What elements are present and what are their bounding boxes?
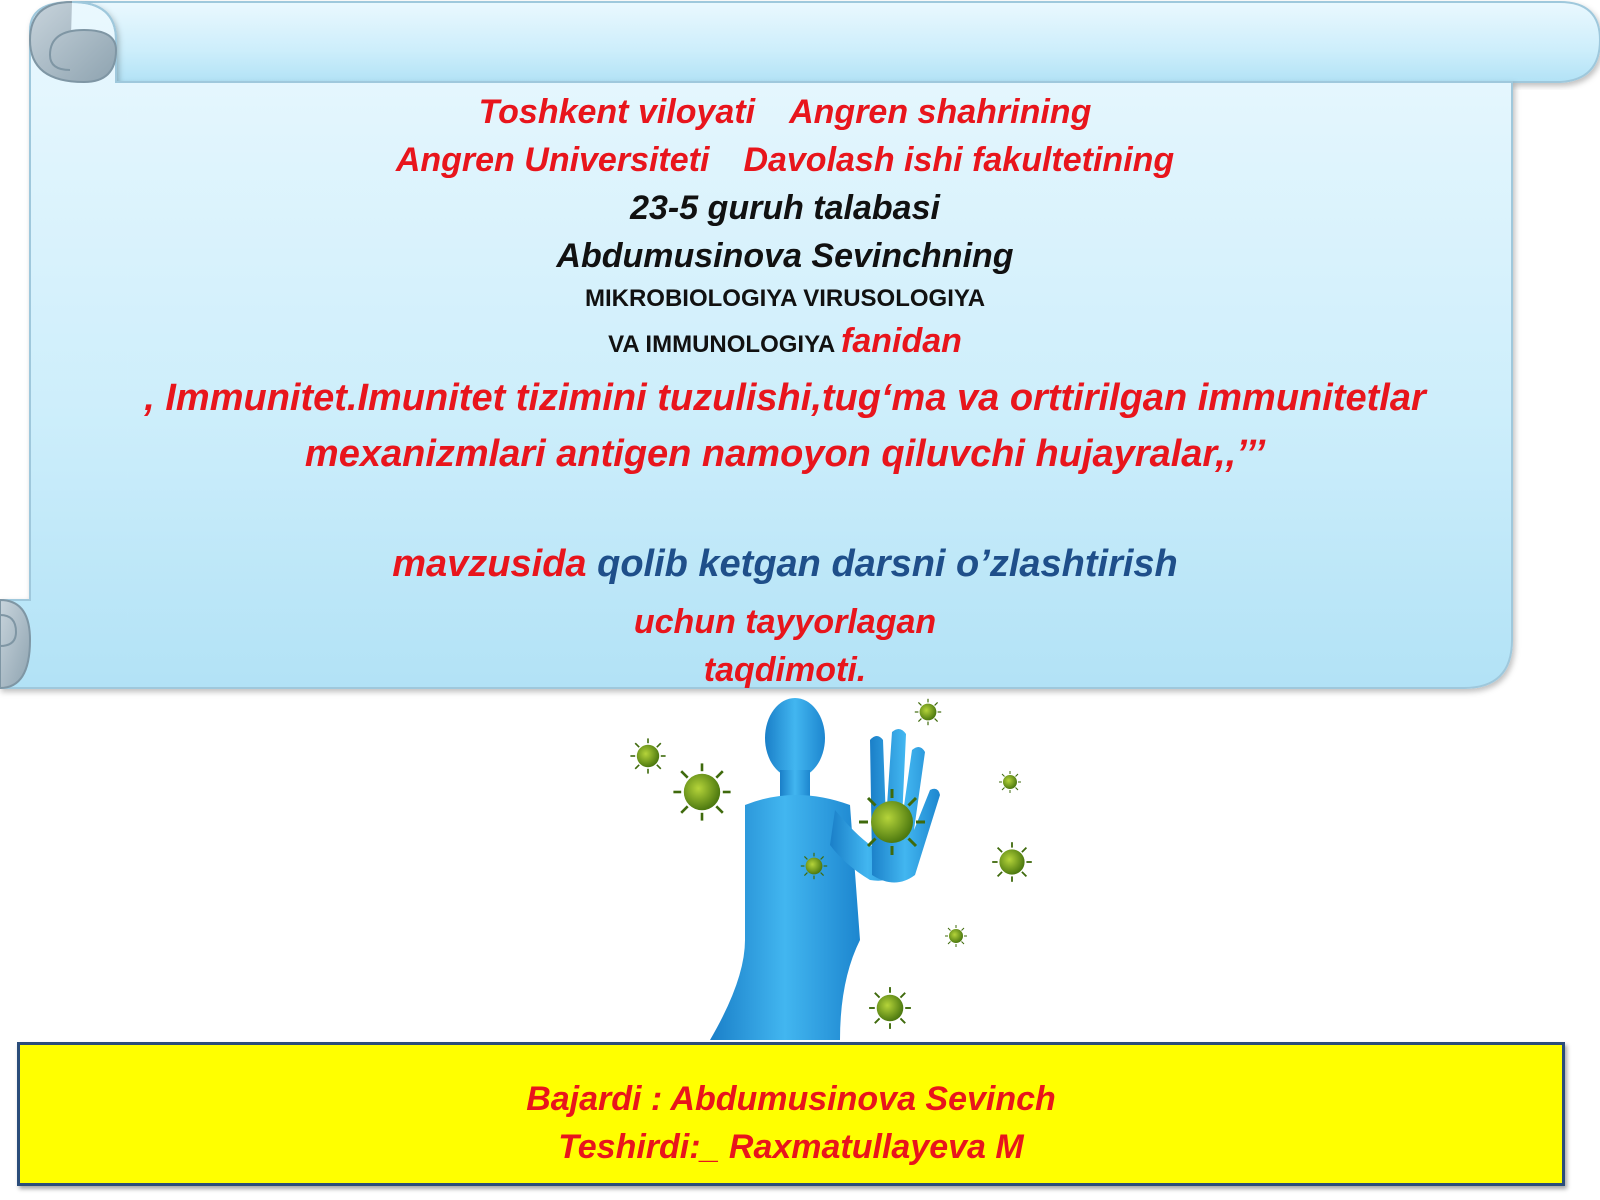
performed-by-text: Bajardi : Abdumusinova Sevinch (526, 1080, 1056, 1118)
scroll-text-block (40, 88, 1530, 694)
virus-icon (999, 771, 1021, 793)
purpose-text: qolib ketgan darsni o’zlashtirish (597, 543, 1178, 585)
credits-box (17, 1042, 1565, 1186)
virus-icon (945, 925, 967, 947)
city-text: Angren shahrining (789, 93, 1092, 131)
topic-line-1: , Immunitet.Imunitet tizimini tuzulishi,tug‘ma va orttirilgan immunitetlar (144, 377, 1426, 419)
region-city-line (40, 88, 1530, 136)
immunity-illustration (0, 680, 1600, 1040)
group-line: 23-5 guruh talabasi (630, 189, 940, 227)
virus-icon (673, 763, 730, 820)
subject-line-1: MIKROBIOLOGIYA VIRUSOLOGIYA (584, 285, 986, 312)
student-name-line: Abdumusinova Sevinchning (556, 237, 1014, 275)
university-faculty-line (40, 136, 1530, 184)
virus-icon (915, 699, 941, 725)
presentation-line: taqdimoti. (703, 651, 867, 689)
subject-line-2 (40, 318, 1530, 368)
university-text: Angren Universiteti (395, 141, 710, 179)
human-figure-blocking-icon (710, 698, 940, 1040)
region-text: Toshkent viloyati (478, 93, 756, 131)
purpose-line (40, 536, 1530, 592)
prepared-line: uchun tayyorlagan (633, 603, 937, 641)
virus-icon (869, 987, 911, 1029)
subject-suffix: fanidan (841, 322, 962, 360)
faculty-text: Davolash ishi fakultetining (743, 141, 1175, 179)
mavzusida-text: mavzusida (392, 543, 587, 585)
virus-icon (992, 842, 1032, 882)
topic-line-2: mexanizmlari antigen namoyon qiluvchi hujayralar,,’’’ (304, 433, 1266, 475)
checked-by-text: Teshirdi:_ Raxmatullayeva M (558, 1128, 1024, 1166)
virus-icon (630, 738, 665, 773)
subject-text: VA IMMUNOLOGIYA (608, 331, 835, 358)
